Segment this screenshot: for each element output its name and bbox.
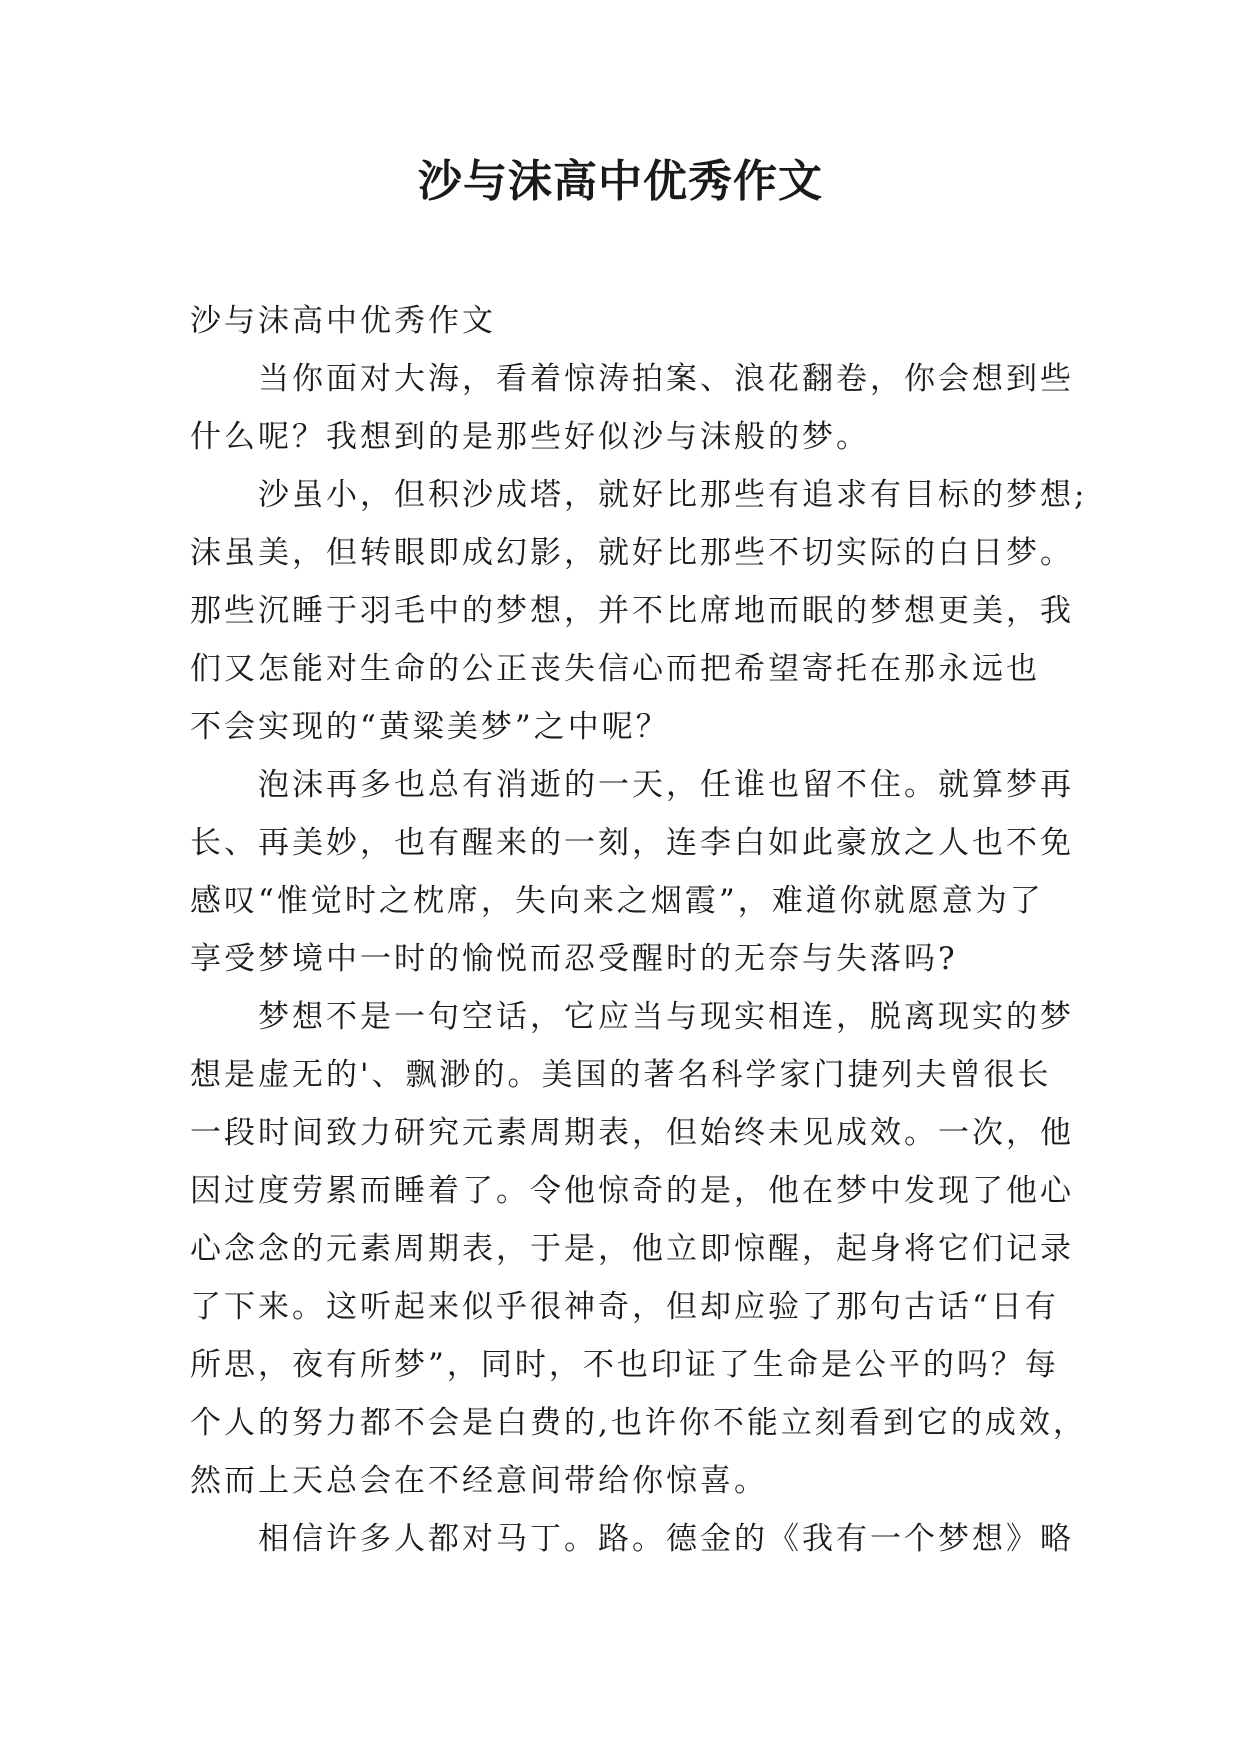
text-line: 想是虚无的'、飘渺的。美国的著名科学家门捷列夫曾很长 [190, 1057, 1052, 1093]
text-line: 因过度劳累而睡着了。令他惊奇的是，他在梦中发现了他心 [190, 1173, 1074, 1209]
text-line: 了下来。这听起来似乎很神奇，但却应验了那句古话“日有 [190, 1289, 1059, 1325]
text-line: 相信许多人都对马丁。路。德金的《我有一个梦想》略 [258, 1521, 1074, 1557]
text-line: 当你面对大海，看着惊涛拍案、浪花翻卷，你会想到些 [258, 361, 1074, 397]
text-line: 沙与沫高中优秀作文 [190, 303, 496, 339]
text-line: 沫虽美，但转眼即成幻影，就好比那些不切实际的白日梦。 [190, 535, 1074, 571]
text-line: 感叹“惟觉时之枕席，失向来之烟霞”，难道你就愿意为了 [190, 883, 1044, 919]
text-line: 所思，夜有所梦”，同时，不也印证了生命是公平的吗？每 [190, 1347, 1059, 1383]
text-line: 心念念的元素周期表，于是，他立即惊醒，起身将它们记录 [190, 1231, 1074, 1267]
text-line: 然而上天总会在不经意间带给你惊喜。 [190, 1463, 768, 1499]
text-line: 享受梦境中一时的愉悦而忍受醒时的无奈与失落吗? [190, 941, 958, 977]
text-line: 那些沉睡于羽毛中的梦想，并不比席地而眠的梦想更美，我 [190, 593, 1074, 629]
text-line: 梦想不是一句空话，它应当与现实相连，脱离现实的梦 [258, 999, 1074, 1035]
document-body [190, 292, 1088, 1568]
text-line: 什么呢？我想到的是那些好似沙与沫般的梦。 [190, 419, 870, 455]
text-line: 一段时间致力研究元素周期表，但始终未见成效。一次，他 [190, 1115, 1074, 1151]
text-line: 不会实现的“黄粱美梦”之中呢？ [190, 709, 670, 745]
text-line: 沙虽小，但积沙成塔，就好比那些有追求有目标的梦想; [258, 477, 1088, 513]
text-line: 们又怎能对生命的公正丧失信心而把希望寄托在那永远也 [190, 651, 1040, 687]
text-line: 泡沫再多也总有消逝的一天，任谁也留不住。就算梦再 [258, 767, 1074, 803]
text-line: 个人的努力都不会是白费的,也许你不能立刻看到它的成效， [190, 1405, 1087, 1441]
text-line: 长、再美妙，也有醒来的一刻，连李白如此豪放之人也不免 [190, 825, 1074, 861]
document-title: 沙与沫高中优秀作文 [418, 156, 823, 207]
